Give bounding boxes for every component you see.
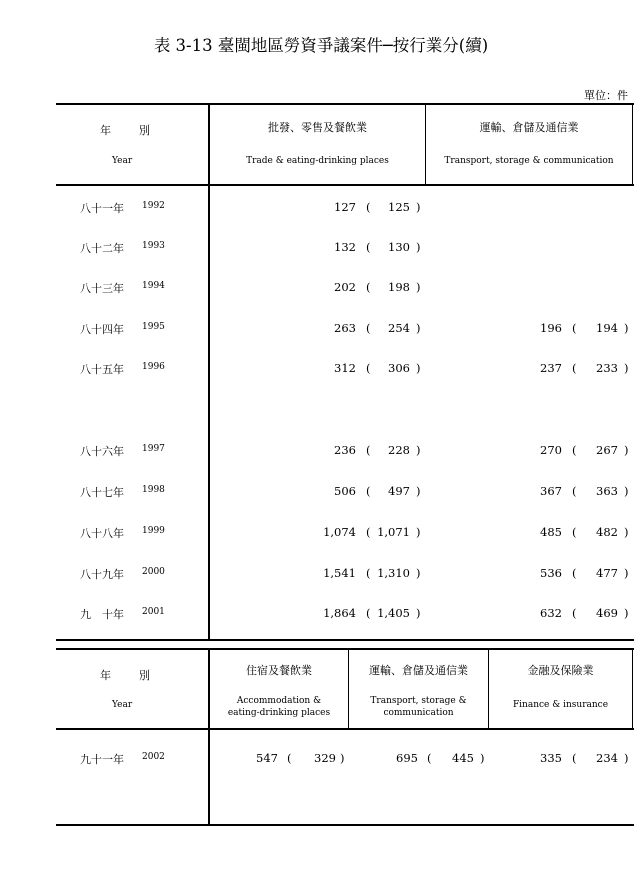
open-paren: ( — [572, 321, 577, 335]
close-paren: ) — [416, 606, 421, 620]
row-year: 1994 — [142, 281, 165, 291]
row-year: 2001 — [142, 607, 165, 617]
row-year-zh: 八十五年 — [80, 363, 124, 376]
row-c2-value: 485 — [540, 525, 562, 539]
row-year-zh: 八十七年 — [80, 486, 124, 499]
row-c1-value: 263 — [334, 321, 356, 335]
row-year: 1998 — [142, 485, 165, 495]
row-year: 1995 — [142, 322, 165, 332]
row-year-zh: 九十一年 — [80, 753, 124, 766]
open-paren: ( — [572, 361, 577, 375]
page-title: 表 3-13 臺閩地區勞資爭議案件─按行業分(續) — [153, 36, 489, 55]
row-c2-value: 632 — [540, 606, 562, 620]
row-c3-value: 335 — [540, 751, 562, 765]
table2-col1-en-a: Accommodation & — [236, 696, 322, 706]
row-c2-value: 270 — [540, 443, 562, 457]
close-paren: ) — [416, 484, 421, 498]
row-year-zh: 八十一年 — [80, 202, 124, 215]
row-c2-paren-value: 363 — [596, 484, 618, 498]
row-c2-paren-value: 233 — [596, 361, 618, 375]
row-c1-paren-value: 198 — [388, 280, 410, 294]
row-c1-value: 202 — [334, 280, 356, 294]
close-paren: ) — [416, 321, 421, 335]
row-year: 1999 — [142, 526, 165, 536]
table2-col2-en-a: Transport, storage & — [370, 696, 467, 706]
close-paren: ) — [624, 606, 629, 620]
row-c1-paren-value: 228 — [388, 443, 410, 457]
row-c2-paren-value: 482 — [596, 525, 618, 539]
row-c1-paren-value: 329 — [314, 751, 336, 765]
row-c1-paren-value: 1,405 — [377, 606, 410, 620]
table1-col1-en: Trade & eating-drinking places — [246, 156, 389, 166]
row-c2-paren-value: 477 — [596, 566, 618, 580]
row-c2-value: 367 — [540, 484, 562, 498]
row-c3-paren-value: 234 — [596, 751, 618, 765]
table2-col-divider-2 — [488, 648, 489, 729]
close-paren: ) — [624, 484, 629, 498]
close-paren: ) — [624, 751, 629, 765]
open-paren: ( — [366, 200, 371, 214]
table2-col2-en-b: communication — [383, 708, 454, 718]
close-paren: ) — [416, 566, 421, 580]
close-paren: ) — [624, 566, 629, 580]
table2-header-rule — [56, 728, 634, 730]
row-year-zh: 八十六年 — [80, 445, 124, 458]
row-c1-paren-value: 306 — [388, 361, 410, 375]
close-paren: ) — [624, 443, 629, 457]
row-c2-value: 237 — [540, 361, 562, 375]
row-c2-paren-value: 469 — [596, 606, 618, 620]
row-year-zh: 八十三年 — [80, 282, 124, 295]
row-year: 1992 — [142, 201, 165, 211]
row-year-zh: 八十九年 — [80, 568, 124, 581]
open-paren: ( — [366, 566, 371, 580]
row-c2-value: 536 — [540, 566, 562, 580]
table2-top-rule — [56, 648, 634, 650]
row-year-zh: 八十四年 — [80, 323, 124, 336]
row-c2-paren-value: 267 — [596, 443, 618, 457]
close-paren: ) — [624, 321, 629, 335]
open-paren: ( — [572, 566, 577, 580]
table1-year-zh-b: 別 — [139, 124, 150, 137]
close-paren: ) — [624, 361, 629, 375]
close-paren: ) — [416, 361, 421, 375]
row-c2-value: 196 — [540, 321, 562, 335]
open-paren: ( — [572, 443, 577, 457]
row-year: 2000 — [142, 567, 165, 577]
open-paren: ( — [366, 525, 371, 539]
close-paren: ) — [480, 751, 485, 765]
open-paren: ( — [572, 525, 577, 539]
close-paren: ) — [416, 200, 421, 214]
table1-col1-zh: 批發、零售及餐飲業 — [268, 121, 367, 134]
open-paren: ( — [427, 751, 432, 765]
row-year-zh: 八十八年 — [80, 527, 124, 540]
close-paren: ) — [624, 525, 629, 539]
row-c1-value: 236 — [334, 443, 356, 457]
close-paren: ) — [340, 751, 345, 765]
row-c1-value: 127 — [334, 200, 356, 214]
table2-right-border — [632, 648, 633, 729]
table1-col2-zh: 運輸、倉儲及通信業 — [479, 121, 579, 134]
row-c1-paren-value: 1,310 — [377, 566, 410, 580]
row-c1-value: 506 — [334, 484, 356, 498]
open-paren: ( — [572, 606, 577, 620]
table1-top-rule — [56, 103, 634, 105]
close-paren: ) — [416, 240, 421, 254]
row-c2-paren-value: 194 — [596, 321, 618, 335]
open-paren: ( — [572, 484, 577, 498]
row-year: 2002 — [142, 752, 165, 762]
open-paren: ( — [366, 484, 371, 498]
open-paren: ( — [366, 606, 371, 620]
open-paren: ( — [366, 280, 371, 294]
row-c1-value: 547 — [256, 751, 278, 765]
row-c1-value: 312 — [334, 361, 356, 375]
open-paren: ( — [366, 240, 371, 254]
open-paren: ( — [366, 361, 371, 375]
table1-right-border — [632, 103, 633, 185]
row-c1-paren-value: 497 — [388, 484, 410, 498]
row-c1-value: 1,541 — [323, 566, 356, 580]
table1-col-divider — [425, 103, 426, 185]
table2-col1-zh: 住宿及餐飲業 — [246, 664, 312, 677]
row-c1-paren-value: 1,071 — [377, 525, 410, 539]
table2-col2-zh: 運輸、倉儲及通信業 — [369, 664, 468, 677]
table2-col3-en: Finance & insurance — [512, 700, 609, 710]
table1-col2-en: Transport, storage & communication — [444, 156, 614, 166]
close-paren: ) — [416, 525, 421, 539]
row-c1-paren-value: 254 — [388, 321, 410, 335]
table1-bottom-rule — [56, 639, 634, 641]
open-paren: ( — [287, 751, 292, 765]
row-c2-paren-value: 445 — [452, 751, 474, 765]
unit-label: 單位：件 — [584, 89, 628, 102]
table1-year-zh-a: 年 — [100, 124, 111, 137]
row-c1-paren-value: 130 — [388, 240, 410, 254]
table2-col3-zh: 金融及保險業 — [527, 664, 594, 677]
row-year-zh: 九 十年 — [80, 608, 124, 621]
table1-header-rule — [56, 184, 634, 186]
open-paren: ( — [366, 321, 371, 335]
row-year: 1997 — [142, 444, 165, 454]
table1-year-en: Year — [112, 156, 133, 166]
open-paren: ( — [572, 751, 577, 765]
table2-col1-en-b: eating-drinking places — [227, 708, 331, 718]
row-year: 1993 — [142, 241, 165, 251]
row-c1-value: 132 — [334, 240, 356, 254]
table2-bottom-rule — [56, 824, 634, 826]
row-year: 1996 — [142, 362, 165, 372]
row-c1-value: 1,074 — [323, 525, 356, 539]
table2-year-zh-a: 年 — [100, 669, 111, 682]
row-c1-paren-value: 125 — [388, 200, 410, 214]
row-c2-value: 695 — [396, 751, 418, 765]
row-c1-value: 1,864 — [323, 606, 356, 620]
table1-year-divider — [208, 103, 210, 640]
open-paren: ( — [366, 443, 371, 457]
close-paren: ) — [416, 280, 421, 294]
table2-year-zh-b: 別 — [139, 669, 150, 682]
close-paren: ) — [416, 443, 421, 457]
table2-year-en: Year — [112, 700, 133, 710]
row-year-zh: 八十二年 — [80, 242, 124, 255]
